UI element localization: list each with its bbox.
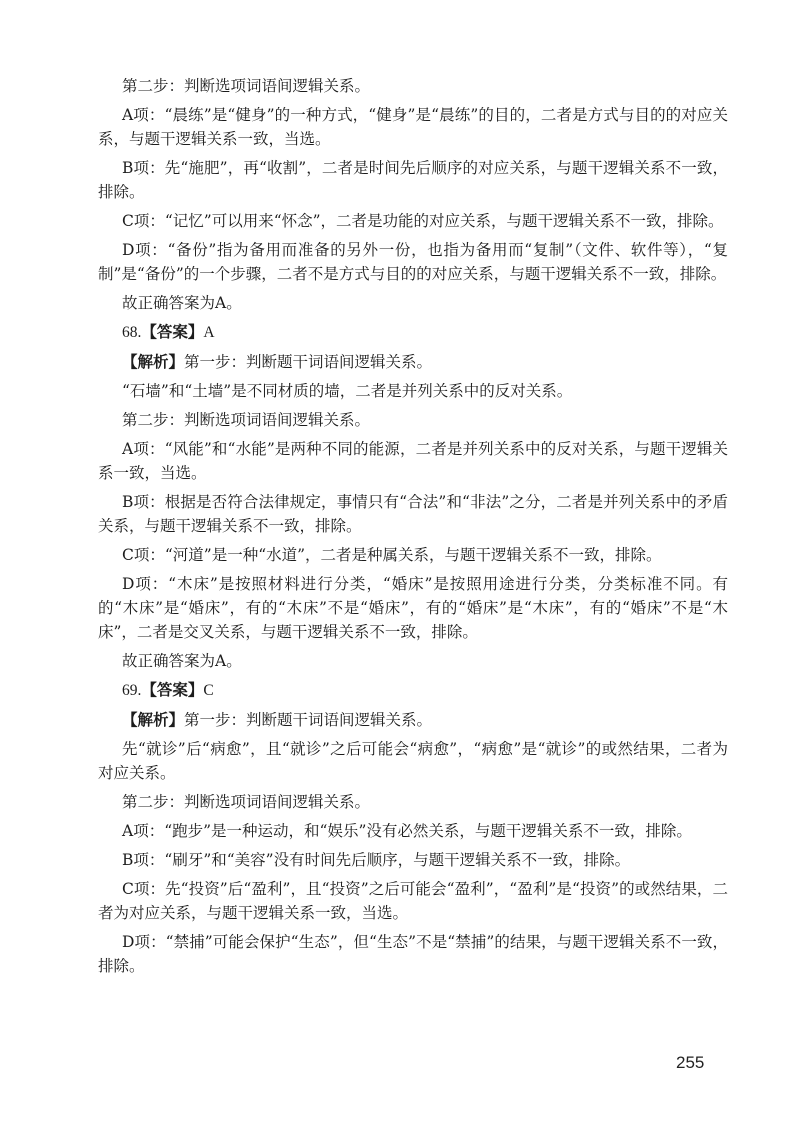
q69-analysis-label: 【解析】 xyxy=(122,711,185,729)
q68-number: 68. xyxy=(122,324,142,341)
page-number: 255 xyxy=(676,1053,705,1072)
q68-conclusion: 故正确答案为A。 xyxy=(122,652,242,670)
q69-analysis-step-one: 第一步：判断题干词语间逻辑关系。 xyxy=(184,711,433,729)
q69-answer-heading xyxy=(98,678,728,703)
q68-analysis xyxy=(98,350,728,374)
q68-option-c: C项：“河道”是一种“水道”，二者是种属关系，与题干逻辑关系不一致，排除。 xyxy=(122,546,662,564)
q68-analysis-step-one: 第一步：判断题干词语间逻辑关系。 xyxy=(184,353,433,371)
q69-option-a: A项：“跑步”是一种运动，和“娱乐”没有必然关系，与题干逻辑关系不一致，排除。 xyxy=(122,822,692,840)
q68-answer-value: A xyxy=(203,324,215,341)
q69-option-c: C项：先“投资”后“盈利”，且“投资”之后可能会“盈利”，“盈利”是“投资”的或然结果，二者为对应关系，与题干逻辑关系一致，当选。 xyxy=(98,880,728,922)
q68-option-b: B项：根据是否符合法律规定，事情只有“合法”和“非法”之分，二者是并列关系中的矛盾关系，与题干逻辑关系不一致，排除。 xyxy=(98,493,728,535)
q68-step-two: 第二步：判断选项词语间逻辑关系。 xyxy=(122,411,371,429)
q69-number: 69. xyxy=(122,682,142,699)
q69-option-d: D项：“禁捕”可能会保护“生态”，但“生态”不是“禁捕”的结果，与题干逻辑关系不一致，排除。 xyxy=(98,933,728,975)
q68-answer-heading xyxy=(98,320,728,345)
q69-option-b: B项：“刷牙”和“美容”没有时间先后顺序，与题干逻辑关系不一致，排除。 xyxy=(122,851,631,869)
q68-option-a: A项：“风能”和“水能”是两种不同的能源，二者是并列关系中的反对关系，与题干逻辑关系一致，当选。 xyxy=(98,440,728,482)
q67-option-d: D项：“备份”指为备用而准备的另外一份，也指为备用而“复制”（文件、软件等），“复制”是“备份”的一个步骤，二者不是方式与目的的对应关系，与题干逻辑关系不一致，排除。 xyxy=(98,241,728,283)
q67-option-b: B项：先“施肥”，再“收割”，二者是时间先后顺序的对应关系，与题干逻辑关系不一致，排除。 xyxy=(98,159,728,201)
q69-answer-label: 【答案】 xyxy=(141,681,204,699)
page-content xyxy=(98,74,728,983)
q68-option-d: D项：“木床”是按照材料进行分类，“婚床”是按照用途进行分类，分类标准不同。有的“木床”是“婚床”，有的“木床”不是“婚床”，有的“婚床”是“木床”，有的“婚床”不是“木床”，二者是交叉关系，与题干逻辑关系不一致，排除。 xyxy=(98,575,728,641)
q67-step-two: 第二步：判断选项词语间逻辑关系。 xyxy=(122,77,371,95)
q69-answer-value: C xyxy=(203,682,214,699)
q68-answer-label: 【答案】 xyxy=(141,323,204,341)
q67-option-c: C项：“记忆”可以用来“怀念”，二者是功能的对应关系，与题干逻辑关系不一致，排除。 xyxy=(122,212,724,230)
q67-option-a: A项：“晨练”是“健身”的一种方式，“健身”是“晨练”的目的，二者是方式与目的的对应关系，与题干逻辑关系一致，当选。 xyxy=(98,106,728,148)
q68-analysis-label: 【解析】 xyxy=(122,353,185,371)
q68-stem-relation: “石墙”和“土墙”是不同材质的墙，二者是并列关系中的反对关系。 xyxy=(122,382,573,400)
q69-step-two: 第二步：判断选项词语间逻辑关系。 xyxy=(122,793,371,811)
q69-stem-relation: 先“就诊”后“病愈”，且“就诊”之后可能会“病愈”，“病愈”是“就诊”的或然结果，二者为对应关系。 xyxy=(98,740,728,782)
q67-conclusion: 故正确答案为A。 xyxy=(122,294,242,312)
q69-analysis xyxy=(98,708,728,732)
